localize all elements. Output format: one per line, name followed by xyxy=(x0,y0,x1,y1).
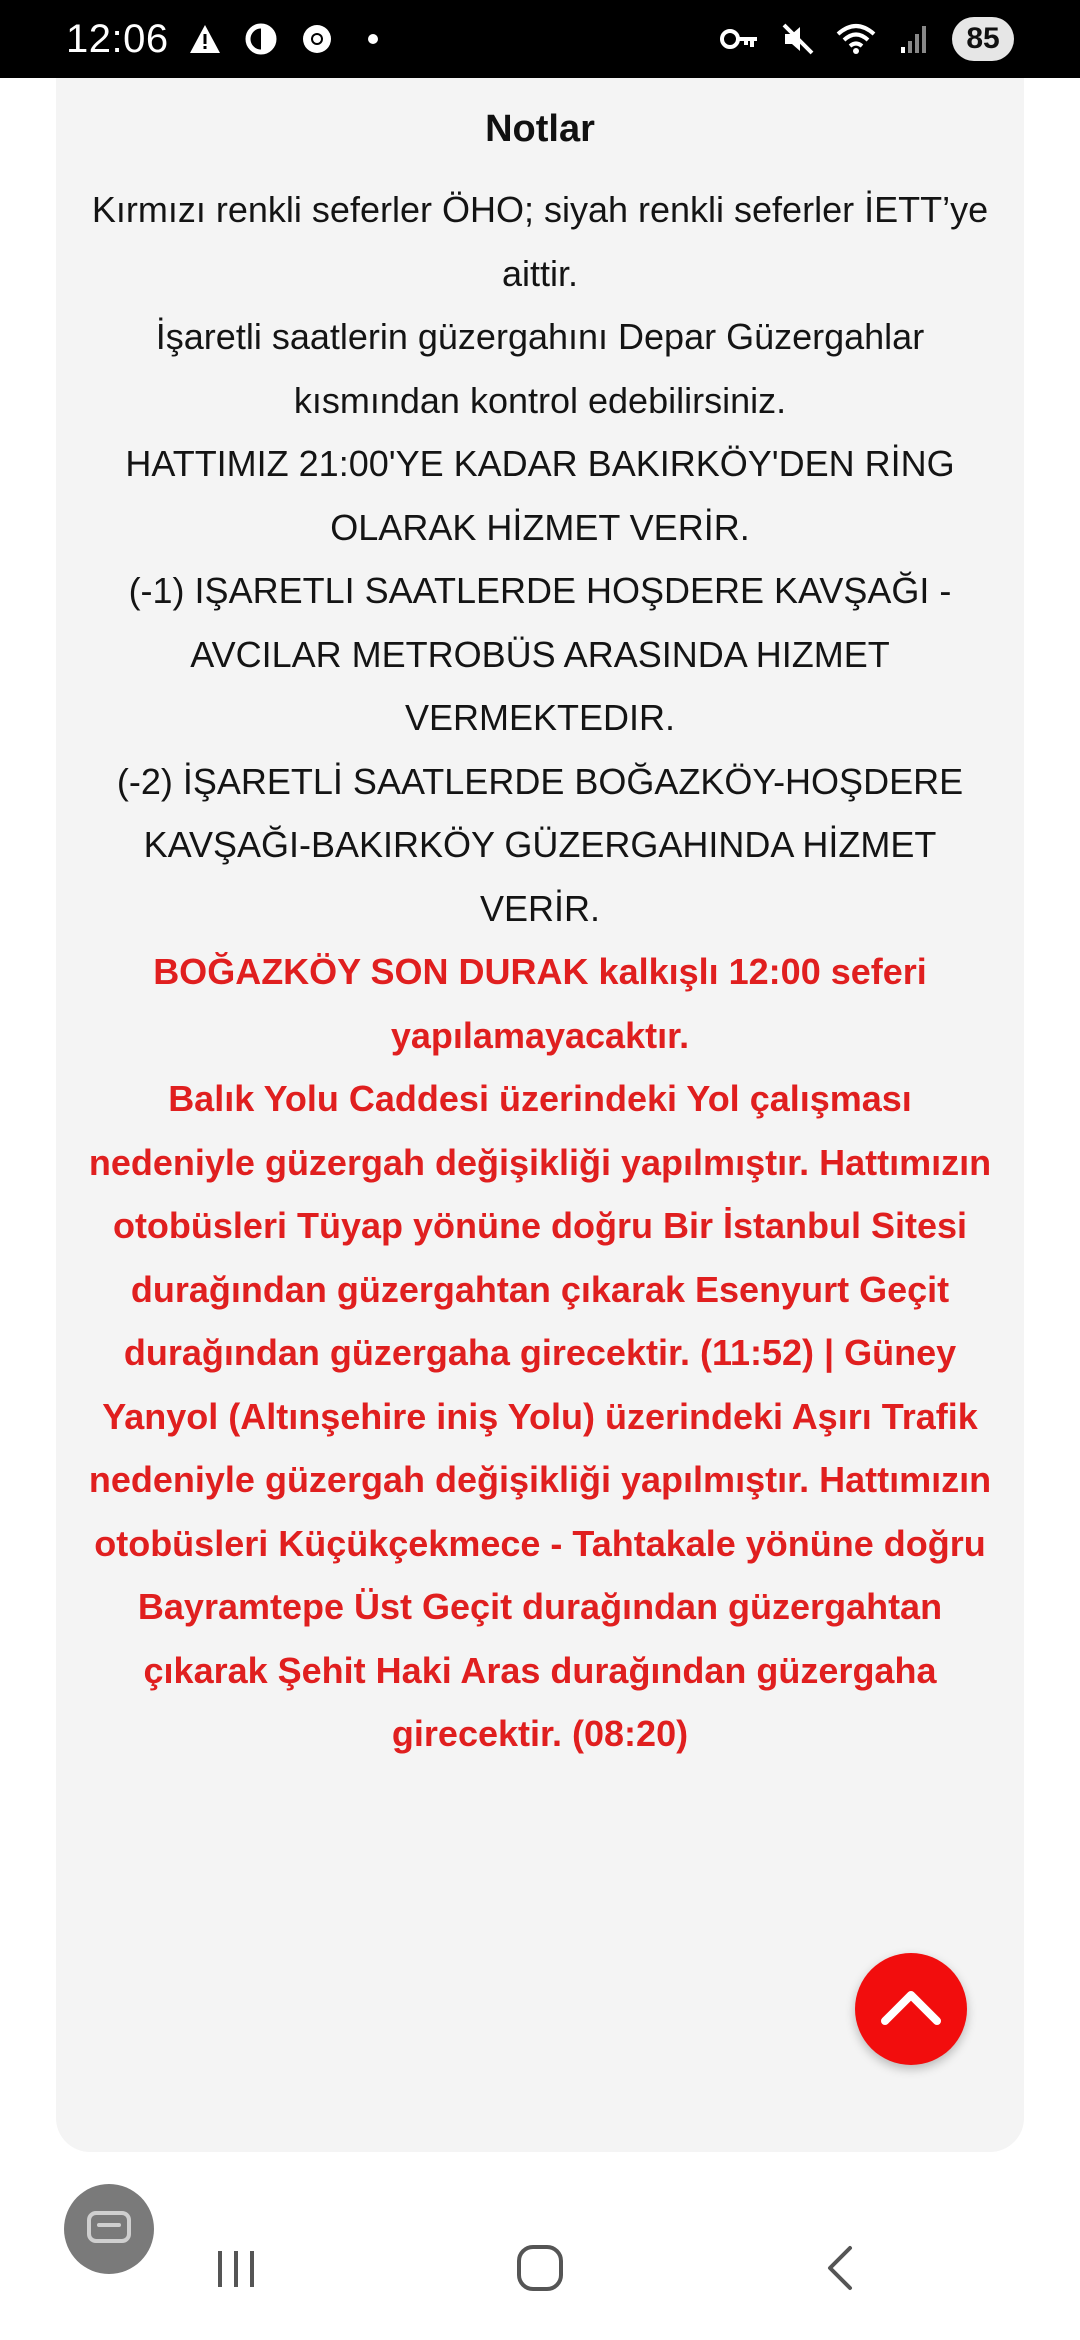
notes-card xyxy=(56,78,1024,2152)
mute-icon xyxy=(778,19,818,59)
keyboard-toggle-button[interactable] xyxy=(64,2184,154,2274)
back-icon xyxy=(820,2242,860,2299)
status-bar xyxy=(0,0,1080,78)
note-line: İşaretli saatlerin güzergahını Depar Güzergahlar kısmından kontrol edebilirsiniz. xyxy=(155,316,925,421)
battery-indicator: 85 xyxy=(952,17,1014,61)
status-right xyxy=(720,17,1014,61)
keyboard-icon xyxy=(86,2210,132,2249)
status-left xyxy=(66,17,393,62)
recent-apps-button[interactable] xyxy=(196,2230,276,2310)
recent-apps-icon xyxy=(212,2247,260,2294)
note-line-alert: BOĞAZKÖY SON DURAK kalkışlı 12:00 seferi yapılamayacaktır. xyxy=(153,951,927,1056)
chevron-up-icon xyxy=(879,1987,943,2032)
back-button[interactable] xyxy=(800,2230,880,2310)
notes-body xyxy=(86,178,994,1766)
note-line-alert: Balık Yolu Caddesi üzerindeki Yol çalışması nedeniyle güzergah değişikliği yapılmıştır. Hattımızın otobüsleri Tüyap yönüne doğru Bir İstanbul Sitesi durağından güzergahtan çıkarak Esenyurt Geçit durağından güzergaha girecektir. (11:52) | Güney Yanyol (Altınşehire iniş Yolu) üzerindeki Aşırı Trafik nedeniyle güzergah değişikliği yapılmıştır. Hattımızın otobüsleri Küçükçekmece - Tahtakale yönüne doğru Bayramtepe Üst Geçit durağından güzergahtan çıkarak Şehit Haki Aras durağından güzergaha girecektir. (08:20) xyxy=(88,1078,992,1754)
note-line: Kırmızı renkli seferler ÖHO; siyah renkli seferler İETT’ye aittir. xyxy=(91,189,989,294)
signal-icon xyxy=(894,19,934,59)
status-time: 12:06 xyxy=(66,16,169,61)
scroll-to-top-button[interactable] xyxy=(855,1953,967,2065)
note-line: (-2) İŞARETLİ SAATLERDE BOĞAZKÖY-HOŞDERE KAVŞAĞI-BAKIRKÖY GÜZERGAHINDA HİZMET VERİR. xyxy=(116,760,964,929)
chrome-icon xyxy=(297,19,337,59)
home-button[interactable] xyxy=(500,2230,580,2310)
note-line: (-1) IŞARETLI SAATLERDE HOŞDERE KAVŞAĞI - AVCILAR METROBÜS ARASINDA HIZMET VERMEKTEDIR. xyxy=(128,570,952,738)
circle-half-icon xyxy=(241,19,281,59)
note-line: HATTIMIZ 21:00'YE KADAR BAKIRKÖY'DEN RİNG OLARAK HİZMET VERİR. xyxy=(125,443,955,548)
wifi-icon xyxy=(836,19,876,59)
dot-icon xyxy=(353,19,393,59)
home-icon xyxy=(514,2242,566,2299)
key-icon xyxy=(720,19,760,59)
notes-title: Notlar xyxy=(485,108,595,150)
warning-icon xyxy=(185,19,225,59)
